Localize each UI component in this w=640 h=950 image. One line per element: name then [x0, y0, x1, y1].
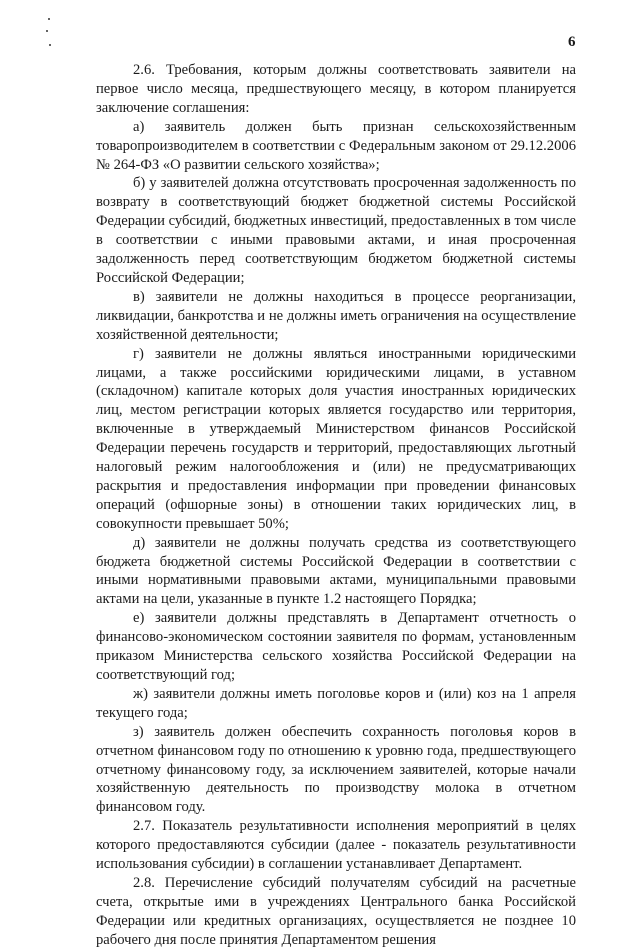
paragraph-2-6: 2.6. Требования, которым должны соответствовать заявители на первое число месяца, предшествующего месяцу, в котором планируется заключение соглашения:	[96, 62, 576, 116]
paragraph-item-v: в) заявители не должны находиться в процессе реорганизации, ликвидации, банкротства и не должны иметь ограничения на осуществление хозяйственной деятельности;	[96, 288, 576, 343]
paragraph-item-z: з) заявитель должен обеспечить сохранность поголовья коров в отчетном финансовом году по отношению к уровню года, предшествующего отчетному финансовому году, за исключением заявителей, которые начали хозяйственную деятельность по производству молока в отчетном финансовом году.	[96, 723, 576, 816]
paragraph-item-d: д) заявители не должны получать средства из соответствующего бюджета бюджетной системы Российской Федерации в соответствии с иными нормативными правовыми актами, муниципальными правовыми актами на цели, указанные в пункте 1.2 настоящего Порядка;	[96, 534, 576, 608]
paragraph-item-a: а) заявитель должен быть признан сельскохозяйственным товаропроизводителем в соответствии с Федеральным законом от 29.12.2006 № 264-ФЗ «О развитии сельского хозяйства»;	[96, 118, 576, 173]
paragraph-item-b: б) у заявителей должна отсутствовать просроченная задолженность по возврату в соответствующий бюджет бюджетной системы Российской Федерации субсидий, бюджетных инвестиций, предоставленных в том числе в соответствии с иными правовыми актами, и иная просроченная задолженность перед соответствующим бюджетом бюджетной системы Российской Федерации;	[96, 175, 576, 286]
paragraph-2-7: 2.7. Показатель результативности исполнения мероприятий в целях которого предоставляются субсидии (далее - показатель результативности использования субсидии) в соглашении устанавливает Департамент.	[96, 818, 576, 873]
scan-marks	[46, 14, 52, 54]
paragraph-item-zh: ж) заявители должны иметь поголовье коров и (или) коз на 1 апреля текущего года;	[96, 685, 576, 721]
document-body	[96, 61, 576, 950]
paragraph-2-8: 2.8. Перечисление субсидий получателям субсидий на расчетные счета, открытые ими в учреждениях Центрального банка Российской Федерации или кредитных организациях, осуществляется не позднее 10 рабочего дня после принятия Департаментом решения	[96, 874, 576, 948]
paragraph-item-g: г) заявители не должны являться иностранными юридическими лицами, а также российскими юридическими лицами, в уставном (складочном) капитале которых доля участия иностранных юридических лиц, местом регистрации которых является государство или территория, включенные в утверждаемый Министерством финансов Российской Федерации перечень государств и территорий, предоставляющих льготный налоговый режим налогообложения и (или) не предусматривающих раскрытия и предоставления информации при проведении финансовых операций (офшорные зоны) в отношении таких юридических лиц, в совокупности превышает 50%;	[96, 345, 576, 532]
page-number: 6	[568, 34, 576, 50]
paragraph-item-e: е) заявители должны представлять в Департамент отчетность о финансово-экономическом состоянии заявителя по формам, установленным приказом Министерства сельского хозяйства Российской Федерации на соответствующий год;	[96, 610, 576, 683]
